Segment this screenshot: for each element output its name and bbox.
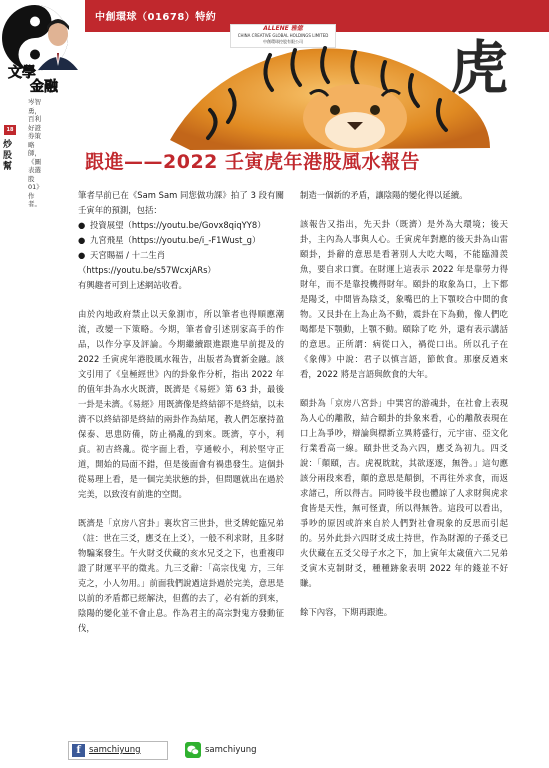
svg-text:虎: 虎 xyxy=(450,34,509,102)
author-description: 岑智勇，百利好證券策略師，《圖表選股01》作者。 xyxy=(28,98,43,208)
bullet-text: 天宮賜福 / 十二生肖 xyxy=(90,250,166,260)
list-item xyxy=(78,233,284,248)
paragraph: 既濟是「京房八宮卦」裏坎宮三世卦，世爻牌蛇臨兄弟（註：世在三爻，應爻在上爻），一般不利求財，且多財物騙案發生。午火財爻伏藏的亥水兄爻之下，也重複印證了財運平平的徵兆。九三爻辭：「高宗伐鬼 方，三年克之，小人勿用。」前面我們說過這卦過於完美，意思是以前的矛盾都已經解決，但舊的去了，必有新的到來，陰陽的變化並不會止息。作為君主的高宗對鬼方發動征伐， xyxy=(78,518,284,633)
bullet-text: 九宮飛星（https://youtu.be/i_-F1Wust_g） xyxy=(90,235,261,245)
article-column-right xyxy=(300,188,508,620)
bullet-text: 投資展望（https://youtu.be/Govx8qiqYY8） xyxy=(90,220,266,230)
bullet-url: （https://youtu.be/s57WcxjARs） xyxy=(78,265,216,275)
badge-label-1: 文學 xyxy=(8,65,36,81)
logo-brand: ALLENE 雅億 xyxy=(263,25,303,32)
facebook-icon: f xyxy=(72,744,85,757)
paragraph: 該報告又指出，先天卦（既濟）是外為大環境；後天卦，主內為人事與人心。壬寅虎年對應的後天卦為山雷頤卦，卦辭的意思是看著別人大吃大喝，不能臨淵羨魚，要自求口實。在財運上這表示 2022 年是靠勞力得財年，而不是靠投機得財年。頤卦的取象為口，上下都是陽爻，中間皆為陰爻，象嘴巴的上下顎咬合中間的食物。又艮卦在上為止為不動，震卦在下為動，像人們吃喝都是下顎動，上顎不動。頤除了吃 外，還有表示講話的意思。正所謂：病從口入，禍從口出。所以孔子在《象傳》中說：君子以慎言語，節飲食。那麼反過來看，2022 將是言語與飲食的大年。 xyxy=(300,219,508,379)
paragraph: 有興趣者可到上述網站收看。 xyxy=(78,280,187,290)
paragraph: 餘下內容，下期再跟進。 xyxy=(300,607,393,617)
article-column-left xyxy=(78,188,284,636)
bullet-icon: ● xyxy=(78,235,86,245)
paragraph: 頤卦為「京房八宮卦」中巽宮的游魂卦，在社會上表現為人心的離散，結合頤卦的卦象來看，心的離散表現在口上為爭吵，辯論與標新立異將盛行，元宇宙、亞文化行業看高一線。頤卦世爻為六四，應爻為初九。四爻說：「顛頤，吉。虎視眈眈，其欲逐逐，無咎。」這句應該分兩段來看，顛的意思是顛倒，不再往外求食，而返求諸己，所以得吉。同時後半段也體諒了人求財與虎求食皆是天性，無可怪責，所以得無咎。這段可以看出，爭吵的原因或許來自於人們對社會現象的反思而引起的。另外此卦六四財爻成土持世，作為財源的子孫爻已火伏藏在五爻父母子水之下，加上寅年太歲值六二兄弟爻寅木克制財爻，種種跡象表明 2022 年的錢並不好賺。 xyxy=(300,398,508,588)
facebook-handle[interactable]: samchiyung xyxy=(89,745,141,755)
logo-chinese-name: 中創環球控股有限公司 xyxy=(263,39,303,44)
paragraph: 筆者早前已在《Sam Sam 同您做功課》拍了 3 段有關壬寅年的預測，包括： xyxy=(78,190,284,215)
article-title: 跟進——2022 壬寅虎年港股風水報告 xyxy=(85,151,420,173)
list-item xyxy=(78,248,284,263)
tiger-illustration xyxy=(150,30,549,155)
column-badge xyxy=(0,0,85,95)
footer-social xyxy=(68,740,368,760)
facebook-link[interactable] xyxy=(68,741,168,760)
paragraph: 制造一個新的矛盾，讓陰陽的變化得以延續。 xyxy=(300,190,468,200)
author-column-name: 炒股幫 xyxy=(3,140,13,172)
logo-english-name: CHINA CREATIVE GLOBAL HOLDINGS LIMITED xyxy=(237,33,329,38)
wechat-handle[interactable]: samchiyung xyxy=(205,745,257,755)
wechat-icon[interactable] xyxy=(185,742,201,758)
badge-label-2: 金融 xyxy=(30,79,58,95)
list-item xyxy=(78,218,284,233)
paragraph: 由於內地政府禁止以天象測市，所以筆者也得順應潮流，改變一下策略。今期，筆者會引述別家高手的作品，以作分享及評論。今期繼續跟進跟進早前提及的 2022 壬寅虎年港股風水報告，出版者為寶新金融。該文引用了《皇極經世》內的卦象作分析，指出 2022 年的值年卦為水火既濟，既濟是《易經》第 63 卦，最後一卦是未濟。《易經》用既濟像是終結卻不是終結，以未濟不以終結卻是終結的兩卦作為結尾，教人們怎麼持盈保泰、思患防備，防止禍亂的到來。既濟，亨小，利貞。初吉終亂。從字面上看，亨通較小，利於堅守正道，開始的局面不錯，但是後面會有禍患發生。這個卦從易理上看，是一個完美狀態的卦，但問題就出在過於完美，以致沒有前進的空間。 xyxy=(78,309,284,499)
sponsor-label: 中創環球（01678）特約 xyxy=(95,12,217,23)
bullet-icon: ● xyxy=(78,250,86,260)
bullet-icon: ● xyxy=(78,220,86,230)
page-number: 18 xyxy=(4,125,16,135)
